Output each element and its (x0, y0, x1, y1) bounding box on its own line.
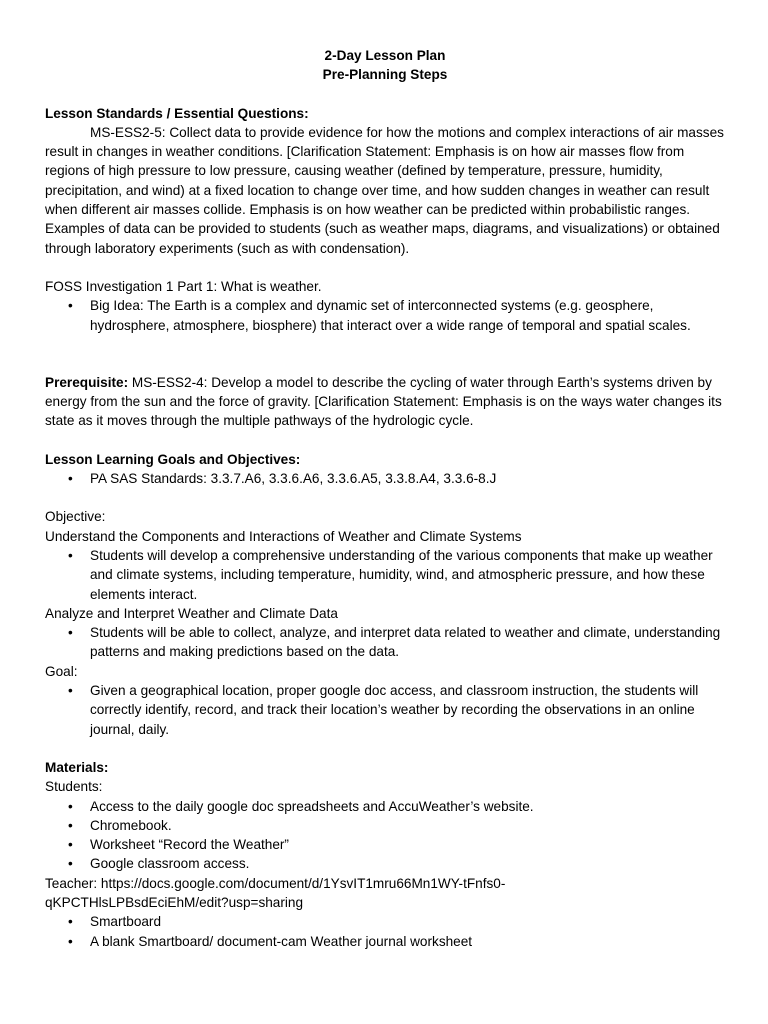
document-page (45, 46, 725, 951)
prerequisite-label: Prerequisite: (45, 374, 129, 390)
goals-heading: Lesson Learning Goals and Objectives: (45, 451, 301, 467)
objective1-list (45, 546, 725, 604)
teacher-line[interactable]: Teacher: https://docs.google.com/document/d/1YsvIT1mru66Mn1WY-tFnfs0- (45, 875, 506, 891)
foss-list (45, 296, 725, 335)
students-label: Students: (45, 779, 103, 795)
document-title: 2-Day Lesson Plan (324, 48, 446, 63)
document-subtitle: Pre-Planning Steps (322, 67, 448, 83)
teacher-link-continuation[interactable]: qKPCTHlsLPBsdEciEhM/edit?usp=sharing (45, 894, 304, 910)
goal-list (45, 681, 725, 739)
standards-heading: Lesson Standards / Essential Questions: (45, 105, 309, 121)
list-item: • Students will be able to collect, analyze, and interpret data related to weather and climate, understanding patterns and making predictions based on the data. (90, 623, 725, 662)
objective1-title: Understand the Components and Interactions of Weather and Climate Systems (45, 528, 522, 544)
list-item: • Big Idea: The Earth is a complex and dynamic set of interconnected systems (e.g. geosphere, hydrosphere, atmosphere, biosphere) that interact over a wide range of temporal and spatial scales. (90, 296, 725, 335)
list-item: • Worksheet “Record the Weather” (90, 835, 725, 854)
foss-line: FOSS Investigation 1 Part 1: What is weather. (45, 278, 322, 294)
objective-label: Objective: (45, 509, 106, 525)
prerequisite-paragraph (45, 373, 725, 431)
list-item: • PA SAS Standards: 3.3.7.A6, 3.3.6.A6, 3.3.6.A5, 3.3.8.A4, 3.3.6-8.J (90, 469, 725, 488)
goal-label: Goal: (45, 663, 78, 679)
list-item: • Access to the daily google doc spreadsheets and AccuWeather’s website. (90, 797, 725, 816)
list-item: • Chromebook. (90, 816, 725, 835)
list-item: • A blank Smartboard/ document-cam Weather journal worksheet (90, 932, 725, 951)
list-item: • Students will develop a comprehensive understanding of the various components that make up weather and climate systems, including temperature, humidity, wind, and atmospheric pressure, and how these elements interact. (90, 546, 725, 604)
materials-heading: Materials: (45, 759, 109, 775)
list-item: • Given a geographical location, proper google doc access, and classroom instruction, the students will correctly identify, record, and track their location’s weather by recording the observations in an online journal, daily. (90, 681, 725, 739)
list-item: • Google classroom access. (90, 854, 725, 873)
objective2-list (45, 623, 725, 662)
standards-text: MS-ESS2-5: Collect data to provide evidence for how the motions and complex interactions of air masses result in changes in weather conditions. [Clarification Statement: Emphasis is on how air masses flow from regions of high pressure to low pressure, causing weather (defined by temperature, pressure, humidity, precipitation, and wind) at a fixed location to change over time, and how sudden changes in weather can result when different air masses collide. Emphasis is on how weather can be predicted within probabilistic ranges. Examples of data can be provided to students (such as weather maps, diagrams, and visualizations) or obtained through laboratory experiments (such as with condensation). (45, 124, 724, 256)
sas-list (45, 469, 725, 488)
objective2-title: Analyze and Interpret Weather and Climate Data (45, 605, 338, 621)
students-materials-list (45, 797, 725, 874)
list-item: • Smartboard (90, 912, 725, 931)
prerequisite-text: MS-ESS2-4: Develop a model to describe the cycling of water through Earth’s systems driven by energy from the sun and the force of gravity. [Clarification Statement: Emphasis is on the ways water changes its state as it moves through the multiple pathways of the hydrologic cycle. (45, 374, 722, 429)
teacher-materials-list (45, 912, 725, 951)
